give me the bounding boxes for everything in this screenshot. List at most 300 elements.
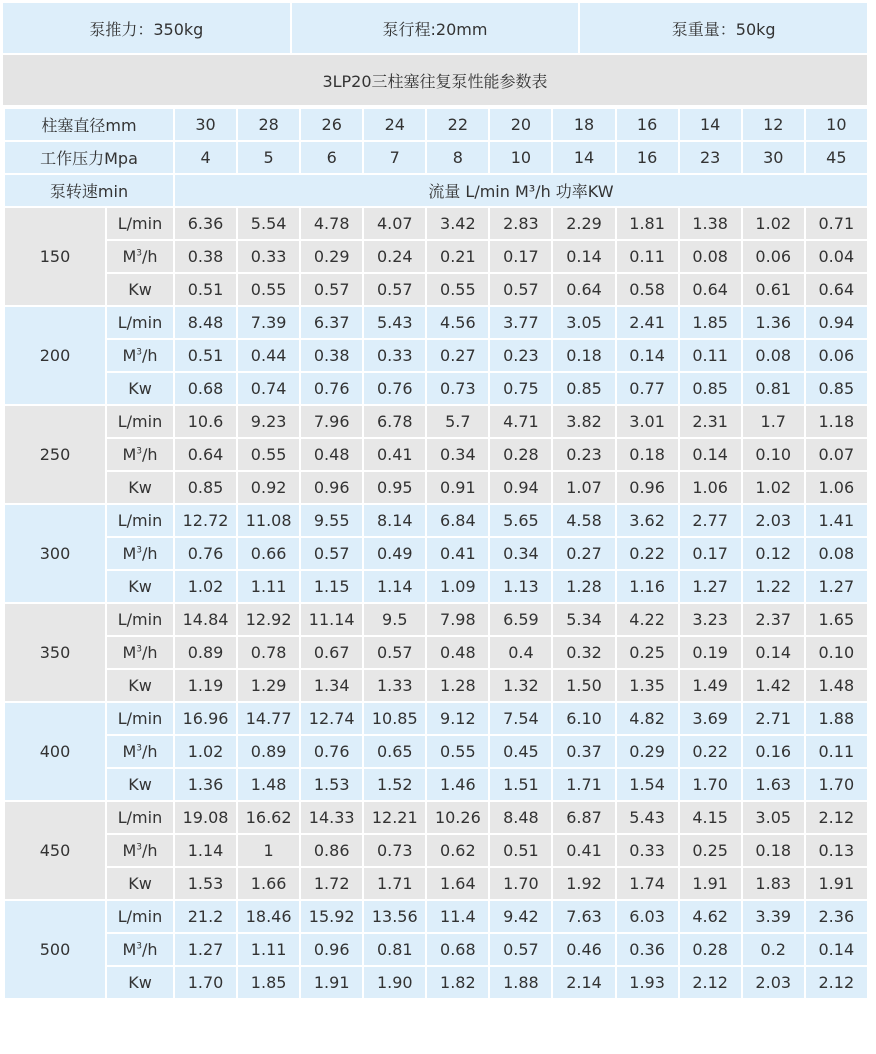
value-cell: 1.90 — [363, 966, 426, 999]
value-cell: 0.11 — [805, 735, 868, 768]
value-cell: 0.64 — [805, 273, 868, 306]
data-row-400-kw — [4, 768, 868, 801]
value-cell: 14.77 — [237, 702, 300, 735]
value-cell: 0.21 — [426, 240, 489, 273]
value-cell: 0.57 — [300, 273, 363, 306]
diameter-value: 22 — [426, 108, 489, 141]
value-cell: 1.82 — [426, 966, 489, 999]
value-cell: 1.27 — [174, 933, 237, 966]
value-cell: 3.05 — [552, 306, 615, 339]
value-cell: 1.70 — [805, 768, 868, 801]
value-cell: 0.16 — [742, 735, 805, 768]
value-cell: 0.38 — [174, 240, 237, 273]
unit-m3h-tail: /h — [142, 940, 158, 959]
value-cell: 0.64 — [679, 273, 742, 306]
diameter-value: 30 — [174, 108, 237, 141]
value-cell: 9.42 — [489, 900, 552, 933]
value-cell: 0.25 — [679, 834, 742, 867]
value-cell: 0.89 — [174, 636, 237, 669]
diameter-row — [4, 108, 868, 141]
value-cell: 1.66 — [237, 867, 300, 900]
value-cell: 1.88 — [805, 702, 868, 735]
diameter-value: 24 — [363, 108, 426, 141]
value-cell: 1.71 — [363, 867, 426, 900]
value-cell: 0.12 — [742, 537, 805, 570]
performance-table — [3, 107, 869, 1000]
value-cell: 0.06 — [805, 339, 868, 372]
unit-lmin: L/min — [106, 504, 174, 537]
value-cell: 9.12 — [426, 702, 489, 735]
value-cell: 0.14 — [805, 933, 868, 966]
unit-m3h-base: M — [122, 544, 137, 563]
value-cell: 0.17 — [679, 537, 742, 570]
value-cell: 1.28 — [426, 669, 489, 702]
unit-lmin: L/min — [106, 207, 174, 240]
value-cell: 2.71 — [742, 702, 805, 735]
value-cell: 1.15 — [300, 570, 363, 603]
rpm-value: 500 — [4, 900, 106, 999]
unit-kw: Kw — [106, 372, 174, 405]
value-cell: 0.33 — [616, 834, 679, 867]
value-cell: 1 — [237, 834, 300, 867]
value-cell: 0.57 — [300, 537, 363, 570]
unit-m3h — [106, 240, 174, 273]
data-row-350-kw — [4, 669, 868, 702]
value-cell: 8.48 — [174, 306, 237, 339]
value-cell: 0.4 — [489, 636, 552, 669]
value-cell: 1.48 — [237, 768, 300, 801]
rpm-value: 200 — [4, 306, 106, 405]
unit-kw: Kw — [106, 669, 174, 702]
value-cell: 1.35 — [616, 669, 679, 702]
unit-m3h-sup: 3 — [136, 545, 142, 556]
pressure-row — [4, 141, 868, 174]
value-cell: 5.54 — [237, 207, 300, 240]
value-cell: 0.94 — [489, 471, 552, 504]
value-cell: 8.14 — [363, 504, 426, 537]
value-cell: 1.14 — [174, 834, 237, 867]
value-cell: 0.48 — [426, 636, 489, 669]
data-row-300-lmin — [4, 504, 868, 537]
value-cell: 4.22 — [616, 603, 679, 636]
diameter-label: 柱塞直径mm — [4, 108, 174, 141]
value-cell: 0.78 — [237, 636, 300, 669]
unit-m3h-tail: /h — [142, 841, 158, 860]
value-cell: 1.41 — [805, 504, 868, 537]
value-cell: 6.03 — [616, 900, 679, 933]
value-cell: 2.12 — [805, 801, 868, 834]
value-cell: 0.18 — [552, 339, 615, 372]
value-cell: 0.55 — [426, 273, 489, 306]
value-cell: 1.50 — [552, 669, 615, 702]
data-row-200-lmin — [4, 306, 868, 339]
value-cell: 0.14 — [616, 339, 679, 372]
value-cell: 2.03 — [742, 966, 805, 999]
value-cell: 0.18 — [616, 438, 679, 471]
value-cell: 0.96 — [300, 933, 363, 966]
value-cell: 1.53 — [300, 768, 363, 801]
value-cell: 16.62 — [237, 801, 300, 834]
value-cell: 0.27 — [552, 537, 615, 570]
value-cell: 0.51 — [174, 339, 237, 372]
unit-lmin: L/min — [106, 900, 174, 933]
unit-m3h-base: M — [122, 346, 137, 365]
value-cell: 0.61 — [742, 273, 805, 306]
value-cell: 0.94 — [805, 306, 868, 339]
unit-m3h — [106, 933, 174, 966]
rpm-value: 150 — [4, 207, 106, 306]
pressure-value: 23 — [679, 141, 742, 174]
value-cell: 4.78 — [300, 207, 363, 240]
value-cell: 1.28 — [552, 570, 615, 603]
value-cell: 0.55 — [426, 735, 489, 768]
value-cell: 0.62 — [426, 834, 489, 867]
value-cell: 4.07 — [363, 207, 426, 240]
unit-m3h-base: M — [122, 247, 137, 266]
value-cell: 10.26 — [426, 801, 489, 834]
value-cell: 1.02 — [174, 735, 237, 768]
value-cell: 4.62 — [679, 900, 742, 933]
value-cell: 0.25 — [616, 636, 679, 669]
value-cell: 1.29 — [237, 669, 300, 702]
data-row-400-m3h — [4, 735, 868, 768]
value-cell: 0.13 — [805, 834, 868, 867]
value-cell: 6.84 — [426, 504, 489, 537]
value-cell: 0.38 — [300, 339, 363, 372]
value-cell: 1.02 — [174, 570, 237, 603]
performance-sheet — [3, 3, 867, 1000]
unit-m3h-base: M — [122, 841, 137, 860]
value-cell: 1.14 — [363, 570, 426, 603]
unit-m3h-sup: 3 — [136, 347, 142, 358]
value-cell: 0.11 — [616, 240, 679, 273]
value-cell: 1.33 — [363, 669, 426, 702]
value-cell: 1.81 — [616, 207, 679, 240]
value-cell: 0.36 — [616, 933, 679, 966]
value-cell: 12.92 — [237, 603, 300, 636]
unit-m3h-sup: 3 — [136, 644, 142, 655]
value-cell: 0.92 — [237, 471, 300, 504]
value-cell: 1.06 — [805, 471, 868, 504]
data-row-150-m3h — [4, 240, 868, 273]
value-cell: 7.98 — [426, 603, 489, 636]
value-cell: 0.55 — [237, 438, 300, 471]
data-row-200-m3h — [4, 339, 868, 372]
data-row-150-lmin — [4, 207, 868, 240]
value-cell: 0.81 — [742, 372, 805, 405]
data-row-500-m3h — [4, 933, 868, 966]
value-cell: 11.08 — [237, 504, 300, 537]
rpm-value: 250 — [4, 405, 106, 504]
value-cell: 3.42 — [426, 207, 489, 240]
value-cell: 9.5 — [363, 603, 426, 636]
value-cell: 1.85 — [237, 966, 300, 999]
value-cell: 3.62 — [616, 504, 679, 537]
value-cell: 0.57 — [489, 933, 552, 966]
value-cell: 1.71 — [552, 768, 615, 801]
value-cell: 0.19 — [679, 636, 742, 669]
value-cell: 0.57 — [489, 273, 552, 306]
value-cell: 0.86 — [300, 834, 363, 867]
unit-m3h-tail: /h — [142, 247, 158, 266]
pressure-value: 14 — [552, 141, 615, 174]
value-cell: 16.96 — [174, 702, 237, 735]
value-cell: 1.64 — [426, 867, 489, 900]
spec-header — [3, 3, 867, 53]
unit-m3h — [106, 834, 174, 867]
value-cell: 1.18 — [805, 405, 868, 438]
value-cell: 1.38 — [679, 207, 742, 240]
value-cell: 1.85 — [679, 306, 742, 339]
rpm-value: 300 — [4, 504, 106, 603]
unit-kw: Kw — [106, 273, 174, 306]
value-cell: 0.68 — [426, 933, 489, 966]
value-cell: 1.42 — [742, 669, 805, 702]
value-cell: 1.36 — [174, 768, 237, 801]
value-cell: 0.89 — [237, 735, 300, 768]
value-cell: 0.55 — [237, 273, 300, 306]
value-cell: 0.75 — [489, 372, 552, 405]
value-cell: 6.78 — [363, 405, 426, 438]
value-cell: 0.49 — [363, 537, 426, 570]
diameter-value: 20 — [489, 108, 552, 141]
value-cell: 0.17 — [489, 240, 552, 273]
unit-m3h — [106, 537, 174, 570]
value-cell: 0.27 — [426, 339, 489, 372]
value-cell: 1.7 — [742, 405, 805, 438]
value-cell: 0.76 — [174, 537, 237, 570]
data-row-200-kw — [4, 372, 868, 405]
value-cell: 2.41 — [616, 306, 679, 339]
value-cell: 0.95 — [363, 471, 426, 504]
data-row-250-kw — [4, 471, 868, 504]
value-cell: 9.23 — [237, 405, 300, 438]
value-cell: 0.45 — [489, 735, 552, 768]
value-cell: 0.29 — [616, 735, 679, 768]
value-cell: 0.85 — [552, 372, 615, 405]
value-cell: 0.76 — [363, 372, 426, 405]
table-title: 3LP20三柱塞往复泵性能参数表 — [3, 55, 867, 105]
value-cell: 0.91 — [426, 471, 489, 504]
value-cell: 7.63 — [552, 900, 615, 933]
unit-m3h-tail: /h — [142, 346, 158, 365]
value-cell: 4.56 — [426, 306, 489, 339]
value-cell: 1.74 — [616, 867, 679, 900]
value-cell: 14.33 — [300, 801, 363, 834]
value-cell: 6.37 — [300, 306, 363, 339]
value-cell: 0.73 — [363, 834, 426, 867]
value-cell: 5.43 — [616, 801, 679, 834]
unit-m3h — [106, 339, 174, 372]
unit-m3h — [106, 735, 174, 768]
value-cell: 0.34 — [426, 438, 489, 471]
unit-kw: Kw — [106, 966, 174, 999]
value-cell: 3.05 — [742, 801, 805, 834]
value-cell: 1.91 — [679, 867, 742, 900]
value-cell: 0.08 — [742, 339, 805, 372]
value-cell: 0.41 — [426, 537, 489, 570]
value-cell: 2.36 — [805, 900, 868, 933]
value-cell: 3.77 — [489, 306, 552, 339]
value-cell: 1.27 — [805, 570, 868, 603]
value-cell: 0.2 — [742, 933, 805, 966]
value-cell: 0.22 — [679, 735, 742, 768]
unit-m3h-tail: /h — [142, 544, 158, 563]
unit-m3h-sup: 3 — [136, 248, 142, 259]
pump-thrust: 泵推力：350kg — [3, 3, 292, 53]
diameter-value: 18 — [552, 108, 615, 141]
value-cell: 1.02 — [742, 207, 805, 240]
pressure-value: 8 — [426, 141, 489, 174]
value-cell: 0.04 — [805, 240, 868, 273]
unit-m3h-base: M — [122, 643, 137, 662]
value-cell: 1.34 — [300, 669, 363, 702]
unit-kw: Kw — [106, 867, 174, 900]
value-cell: 1.65 — [805, 603, 868, 636]
value-cell: 4.15 — [679, 801, 742, 834]
value-cell: 2.12 — [805, 966, 868, 999]
value-cell: 0.14 — [742, 636, 805, 669]
pressure-value: 45 — [805, 141, 868, 174]
value-cell: 0.07 — [805, 438, 868, 471]
unit-lmin: L/min — [106, 405, 174, 438]
value-cell: 3.23 — [679, 603, 742, 636]
unit-m3h-tail: /h — [142, 445, 158, 464]
value-cell: 0.71 — [805, 207, 868, 240]
value-cell: 1.22 — [742, 570, 805, 603]
data-row-350-m3h — [4, 636, 868, 669]
data-row-250-m3h — [4, 438, 868, 471]
pressure-value: 10 — [489, 141, 552, 174]
value-cell: 0.44 — [237, 339, 300, 372]
pump-stroke: 泵行程:20mm — [292, 3, 581, 53]
value-cell: 1.63 — [742, 768, 805, 801]
pressure-value: 6 — [300, 141, 363, 174]
value-cell: 1.70 — [174, 966, 237, 999]
value-cell: 1.93 — [616, 966, 679, 999]
value-cell: 0.11 — [679, 339, 742, 372]
value-cell: 7.39 — [237, 306, 300, 339]
value-cell: 2.83 — [489, 207, 552, 240]
value-cell: 9.55 — [300, 504, 363, 537]
value-cell: 6.87 — [552, 801, 615, 834]
value-cell: 0.57 — [363, 273, 426, 306]
data-row-450-lmin — [4, 801, 868, 834]
value-cell: 0.33 — [363, 339, 426, 372]
value-cell: 0.18 — [742, 834, 805, 867]
value-cell: 0.85 — [805, 372, 868, 405]
value-cell: 2.12 — [679, 966, 742, 999]
data-row-400-lmin — [4, 702, 868, 735]
value-cell: 19.08 — [174, 801, 237, 834]
speed-label: 泵转速min — [4, 174, 174, 207]
value-cell: 2.14 — [552, 966, 615, 999]
value-cell: 5.65 — [489, 504, 552, 537]
data-row-450-m3h — [4, 834, 868, 867]
value-cell: 0.74 — [237, 372, 300, 405]
value-cell: 15.92 — [300, 900, 363, 933]
value-cell: 1.13 — [489, 570, 552, 603]
value-cell: 0.51 — [489, 834, 552, 867]
value-cell: 0.24 — [363, 240, 426, 273]
value-cell: 1.16 — [616, 570, 679, 603]
unit-m3h — [106, 438, 174, 471]
value-cell: 2.37 — [742, 603, 805, 636]
value-cell: 5.7 — [426, 405, 489, 438]
pressure-value: 16 — [616, 141, 679, 174]
unit-m3h-sup: 3 — [136, 842, 142, 853]
value-cell: 0.73 — [426, 372, 489, 405]
value-cell: 0.34 — [489, 537, 552, 570]
rpm-value: 400 — [4, 702, 106, 801]
diameter-value: 28 — [237, 108, 300, 141]
value-cell: 5.43 — [363, 306, 426, 339]
value-cell: 0.08 — [805, 537, 868, 570]
unit-m3h-base: M — [122, 445, 137, 464]
value-cell: 0.76 — [300, 372, 363, 405]
diameter-value: 10 — [805, 108, 868, 141]
value-cell: 6.10 — [552, 702, 615, 735]
value-cell: 1.88 — [489, 966, 552, 999]
value-cell: 11.4 — [426, 900, 489, 933]
value-cell: 1.51 — [489, 768, 552, 801]
unit-m3h — [106, 636, 174, 669]
unit-lmin: L/min — [106, 801, 174, 834]
pressure-value: 7 — [363, 141, 426, 174]
value-cell: 1.09 — [426, 570, 489, 603]
value-cell: 0.10 — [742, 438, 805, 471]
value-cell: 1.46 — [426, 768, 489, 801]
value-cell: 1.32 — [489, 669, 552, 702]
value-cell: 0.28 — [489, 438, 552, 471]
value-cell: 1.02 — [742, 471, 805, 504]
value-cell: 2.03 — [742, 504, 805, 537]
value-cell: 2.31 — [679, 405, 742, 438]
data-row-450-kw — [4, 867, 868, 900]
value-cell: 1.19 — [174, 669, 237, 702]
diameter-value: 26 — [300, 108, 363, 141]
value-cell: 3.01 — [616, 405, 679, 438]
value-cell: 11.14 — [300, 603, 363, 636]
value-cell: 0.64 — [552, 273, 615, 306]
value-cell: 7.54 — [489, 702, 552, 735]
value-cell: 0.41 — [363, 438, 426, 471]
value-cell: 1.91 — [805, 867, 868, 900]
pressure-value: 5 — [237, 141, 300, 174]
value-cell: 0.57 — [363, 636, 426, 669]
value-cell: 1.72 — [300, 867, 363, 900]
value-cell: 4.71 — [489, 405, 552, 438]
value-cell: 1.36 — [742, 306, 805, 339]
value-cell: 0.64 — [174, 438, 237, 471]
value-cell: 0.96 — [616, 471, 679, 504]
value-cell: 0.14 — [552, 240, 615, 273]
value-cell: 1.52 — [363, 768, 426, 801]
value-cell: 1.53 — [174, 867, 237, 900]
value-cell: 21.2 — [174, 900, 237, 933]
value-cell: 1.06 — [679, 471, 742, 504]
value-cell: 4.82 — [616, 702, 679, 735]
unit-m3h-base: M — [122, 940, 137, 959]
data-row-500-lmin — [4, 900, 868, 933]
unit-lmin: L/min — [106, 603, 174, 636]
diameter-value: 12 — [742, 108, 805, 141]
diameter-value: 14 — [679, 108, 742, 141]
value-cell: 0.29 — [300, 240, 363, 273]
value-cell: 0.37 — [552, 735, 615, 768]
flow-power-label: 流量 L/min M³/h 功率KW — [174, 174, 868, 207]
value-cell: 6.59 — [489, 603, 552, 636]
